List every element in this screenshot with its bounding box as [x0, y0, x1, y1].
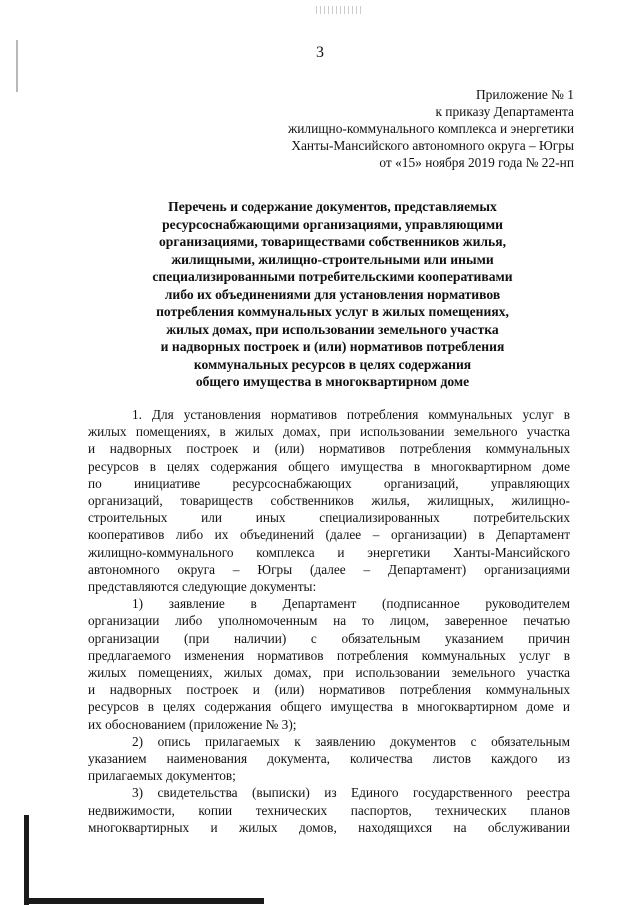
paragraph-1-line: и надворных построек и (или) нормативов потребления коммунальных — [88, 441, 570, 457]
scan-artifact-top — [316, 6, 364, 14]
title-line: жилищными, жилищно-строительными или иными — [171, 251, 494, 267]
appendix-header — [214, 86, 574, 171]
title-line: жилых домах, при использовании земельного участка — [166, 321, 499, 337]
title-line: Перечень и содержание документов, представляемых — [168, 199, 497, 214]
title-line: коммунальных ресурсов в целях содержания — [193, 356, 472, 372]
item-3-line: недвижимости, копии технических паспортов, технических планов — [88, 802, 570, 818]
title-line: специализированными потребительскими кооперативами — [152, 269, 513, 284]
appendix-line: жилищно-коммунального комплекса и энергетики — [287, 121, 574, 136]
paragraph-1-line: представляются следующие документы: — [88, 579, 317, 595]
title-line: и надворных построек и (или) нормативов потребления — [160, 339, 505, 354]
document-body — [88, 406, 570, 836]
paragraph-1-line: жилищно-коммунального комплекса и энергетики Ханты-Мансийского — [88, 544, 570, 560]
page-number: 3 — [316, 44, 324, 61]
item-1-line: предлагаемого изменения нормативов потребления коммунальных услуг в — [88, 647, 570, 663]
scan-artifact-corner-horizontal — [24, 898, 264, 904]
item-3-line: 3) свидетельства (выписки) из Единого государственного реестра — [132, 785, 570, 801]
item-1-line: их обоснованием (приложение № 3); — [88, 716, 297, 732]
appendix-line: Приложение № 1 — [475, 87, 574, 102]
paragraph-1-line: организаций, товариществ собственников жилья, жилищных, жилищно- — [88, 493, 570, 509]
appendix-line: к приказу Департамента — [435, 104, 574, 119]
paragraph-1-line: жилых помещениях, в жилых домах, при использовании земельного участка — [88, 424, 570, 440]
item-1-line: организации (при наличии) с обязательным указанием причин — [88, 630, 570, 646]
item-1-line: организации либо уполномоченным на то лицом, заверенное печатью — [88, 613, 570, 629]
appendix-line: от «15» ноября 2019 года № 22-нп — [379, 155, 574, 170]
item-2-line: прилагаемых документов; — [88, 768, 236, 784]
title-line: общего имущества в многоквартирном доме — [195, 374, 470, 389]
paragraph-1-line: 1. Для установления нормативов потребления коммунальных услуг в — [132, 407, 570, 422]
item-1-line: ресурсов в целях содержания общего имущества в многоквартирном доме и — [88, 699, 570, 715]
paragraph-1-line: ресурсов в целях содержания общего имущества в многоквартирном доме — [88, 458, 570, 474]
item-1-line: 1) заявление в Департамент (подписанное руководителем — [132, 596, 570, 612]
item-2-line: 2) опись прилагаемых к заявлению документов с обязательным — [132, 733, 570, 749]
item-1-line: и надворных построек и (или) нормативов потребления коммунальных — [88, 682, 570, 698]
paragraph-1-line: по инициативе ресурсоснабжающих организаций, управляющих — [88, 475, 570, 491]
item-1-line: жилых помещениях, жилых домах, при использовании земельного участка — [88, 665, 570, 681]
title-line: организациями, товариществами собственников жилья, — [159, 234, 506, 249]
paragraph-1-line: автономного округа – Югры (далее – Департамент) организациями — [88, 561, 570, 577]
paragraph-1-line: строительных или иных специализированных потребительских — [88, 510, 570, 526]
title-line: ресурсоснабжающими организациями, управляющими — [162, 216, 503, 232]
appendix-line: Ханты-Мансийского автономного округа – Югры — [291, 138, 574, 153]
title-line: потребления коммунальных услуг в жилых помещениях, — [156, 304, 509, 319]
item-3-line: многоквартирных и жилых домов, находящихся на обслуживании — [88, 819, 570, 835]
scan-artifact-corner-vertical — [24, 815, 29, 905]
title-line: либо их объединениями для установления нормативов — [164, 286, 501, 302]
paragraph-1-line: кооперативов либо их объединений (далее – организации) в Департамент — [88, 527, 570, 543]
item-2-line: указанием наименования документа, количества листов каждого из — [88, 751, 570, 767]
document-title — [110, 198, 555, 391]
